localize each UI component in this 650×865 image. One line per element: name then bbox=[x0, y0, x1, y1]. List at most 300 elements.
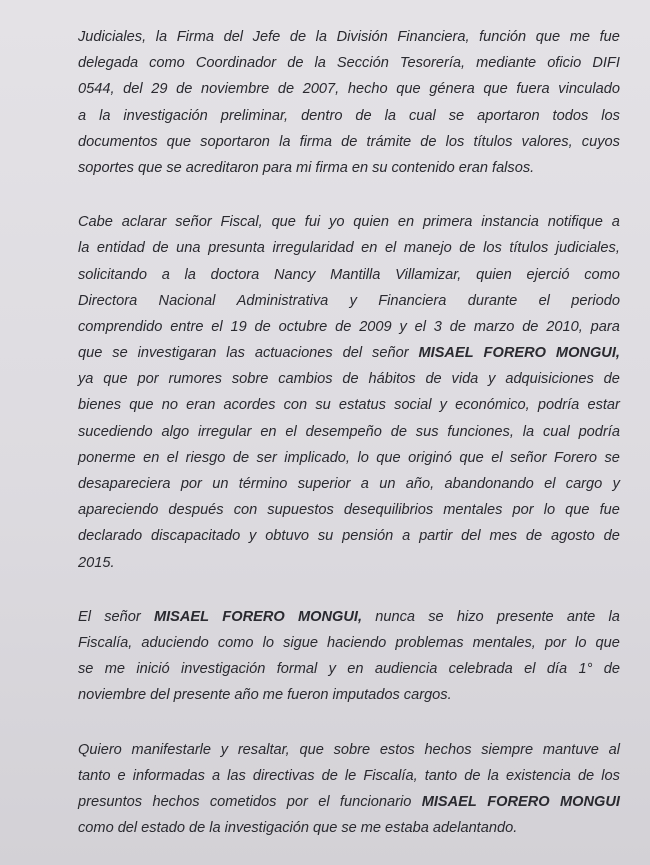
word: octubre bbox=[278, 318, 328, 335]
word: solicitando bbox=[78, 266, 147, 283]
word: ante bbox=[566, 608, 596, 625]
word: formal bbox=[276, 661, 318, 678]
word: estatus bbox=[338, 397, 386, 414]
word: los bbox=[445, 133, 465, 150]
word: instancia bbox=[481, 214, 539, 231]
word: se bbox=[341, 820, 357, 837]
word: como bbox=[217, 634, 254, 651]
word: de bbox=[232, 449, 250, 466]
word: término bbox=[238, 476, 288, 492]
word: del bbox=[117, 820, 138, 837]
word: tanto bbox=[424, 767, 458, 784]
word: hechos bbox=[152, 793, 200, 810]
word: cambios bbox=[278, 371, 333, 388]
word: 29 bbox=[151, 81, 168, 98]
word: celebrada bbox=[448, 661, 513, 678]
word: se bbox=[428, 608, 444, 625]
word: de bbox=[335, 318, 352, 335]
word: se bbox=[604, 449, 620, 466]
word: el bbox=[491, 449, 503, 466]
word: Nancy bbox=[274, 266, 316, 283]
word: las bbox=[226, 345, 245, 362]
word: Financiera, bbox=[397, 29, 470, 45]
word: tanto bbox=[78, 767, 111, 784]
word: desempeño bbox=[305, 423, 382, 440]
word: Mantilla bbox=[330, 266, 381, 283]
word: como bbox=[584, 266, 620, 283]
word: para bbox=[590, 318, 620, 335]
text-line bbox=[78, 24, 620, 50]
word: y bbox=[399, 318, 407, 335]
text-line bbox=[78, 262, 620, 288]
word: FORERO bbox=[487, 793, 550, 810]
word: desapareciera bbox=[78, 476, 171, 492]
word: cual bbox=[408, 107, 436, 124]
word: el bbox=[166, 449, 179, 466]
word: de bbox=[390, 423, 407, 440]
word: bienes bbox=[78, 397, 122, 414]
word: génera bbox=[429, 81, 475, 98]
word: hechos bbox=[424, 741, 472, 758]
word: y bbox=[612, 476, 620, 492]
word: en bbox=[397, 214, 415, 231]
word: de bbox=[577, 767, 595, 784]
word: eran bbox=[186, 397, 216, 414]
word: de bbox=[420, 133, 437, 150]
word: El bbox=[78, 608, 91, 625]
word: la bbox=[315, 29, 328, 45]
word: firma bbox=[299, 133, 333, 150]
word: Fiscalía, bbox=[363, 767, 418, 784]
word: 0544, bbox=[78, 81, 115, 98]
word: ponerme bbox=[78, 449, 136, 466]
word: Sección bbox=[336, 55, 389, 72]
text-line bbox=[78, 630, 620, 656]
word: 2007, bbox=[302, 81, 340, 98]
word: una bbox=[176, 240, 201, 257]
word: Fiscal, bbox=[220, 214, 263, 231]
word: aduciendo bbox=[141, 634, 209, 651]
word: investigación bbox=[181, 661, 266, 678]
word: las bbox=[227, 767, 246, 784]
word: directivas bbox=[252, 767, 315, 784]
word: que bbox=[396, 81, 421, 98]
word: lo bbox=[543, 502, 556, 519]
word: durante bbox=[467, 292, 518, 309]
word: en bbox=[347, 661, 364, 678]
word: y bbox=[328, 661, 336, 678]
word: delegada bbox=[78, 55, 139, 72]
word: la bbox=[78, 240, 90, 257]
word: y bbox=[439, 397, 447, 414]
word: soportaron bbox=[200, 133, 270, 150]
word: de bbox=[176, 81, 193, 98]
word: hábitos bbox=[368, 371, 416, 388]
word: el bbox=[414, 318, 426, 335]
text-line bbox=[78, 523, 620, 549]
word: el bbox=[384, 240, 397, 257]
word: DIFI bbox=[592, 55, 620, 72]
word: irregularidad bbox=[272, 240, 354, 257]
word: existencia bbox=[505, 767, 571, 784]
word: FORERO bbox=[483, 345, 546, 362]
word: su bbox=[317, 528, 334, 545]
word: como bbox=[78, 820, 114, 837]
word: problemas bbox=[395, 634, 464, 651]
word: de bbox=[152, 240, 169, 257]
word: Financiera bbox=[378, 292, 447, 309]
word: todos bbox=[552, 107, 589, 124]
word: MISAEL bbox=[421, 793, 477, 810]
word: la bbox=[384, 107, 396, 124]
word: vida bbox=[451, 371, 479, 388]
word: y bbox=[349, 292, 357, 309]
word: de bbox=[321, 767, 338, 784]
text-line bbox=[78, 129, 620, 155]
word: estaba bbox=[385, 820, 429, 837]
word: y bbox=[488, 371, 496, 388]
word: función bbox=[479, 29, 527, 45]
text-line bbox=[78, 392, 620, 418]
word: lo bbox=[575, 634, 587, 651]
word: que bbox=[595, 634, 620, 651]
word: valores, bbox=[521, 133, 573, 150]
word: de bbox=[277, 81, 295, 98]
word: comprendido bbox=[78, 318, 163, 335]
word: sigue bbox=[283, 634, 318, 651]
word: contenido bbox=[391, 159, 455, 176]
word: fuera bbox=[516, 81, 550, 98]
word: quien bbox=[476, 266, 512, 283]
word: Jefe bbox=[252, 29, 281, 45]
word: de bbox=[525, 528, 543, 545]
word: resaltar, bbox=[237, 741, 290, 758]
word: por bbox=[512, 502, 534, 519]
word: Villamizar, bbox=[395, 266, 462, 283]
word: 19 bbox=[230, 318, 247, 335]
word: originó bbox=[408, 449, 452, 466]
word: después bbox=[168, 502, 224, 519]
word: que bbox=[137, 159, 163, 176]
word: a bbox=[161, 266, 170, 283]
word: riesgo bbox=[185, 449, 226, 466]
word: periodo bbox=[571, 292, 620, 309]
word: audiencia bbox=[374, 661, 438, 678]
word: irregular bbox=[197, 423, 252, 440]
word: me bbox=[360, 820, 382, 837]
word: que bbox=[103, 371, 128, 388]
word: me bbox=[262, 687, 284, 704]
word: la bbox=[314, 55, 326, 72]
word: presente bbox=[496, 608, 554, 625]
text-line bbox=[78, 682, 620, 708]
text-line bbox=[78, 604, 620, 630]
word: la bbox=[184, 266, 196, 283]
word: los bbox=[601, 767, 620, 784]
word: Fiscalía, bbox=[78, 634, 133, 651]
word: que bbox=[129, 397, 154, 414]
word: Administrativa bbox=[236, 292, 329, 309]
word: a bbox=[402, 528, 411, 545]
word: presuntos bbox=[78, 793, 143, 810]
word: noviembre bbox=[78, 687, 147, 704]
word: investigación bbox=[224, 820, 309, 837]
word: ejerció bbox=[526, 266, 570, 283]
word: notifique bbox=[547, 214, 603, 231]
word: de bbox=[464, 767, 481, 784]
word: Directora bbox=[78, 292, 138, 309]
word: declarado bbox=[78, 528, 143, 545]
word: la bbox=[487, 767, 499, 784]
word: del bbox=[150, 687, 170, 704]
word: la bbox=[99, 107, 111, 124]
word: que bbox=[299, 741, 324, 758]
word: su bbox=[372, 159, 388, 176]
word: del bbox=[461, 528, 481, 545]
word: día bbox=[546, 661, 568, 678]
word: acordes bbox=[223, 397, 276, 414]
text-line bbox=[78, 314, 620, 340]
word: rumores bbox=[168, 371, 222, 388]
word: de bbox=[341, 133, 358, 150]
word: que bbox=[535, 29, 561, 45]
word: primera bbox=[422, 214, 473, 231]
word: siempre bbox=[481, 741, 534, 758]
word: nunca bbox=[375, 608, 415, 625]
word: que bbox=[483, 81, 508, 98]
word: a bbox=[611, 214, 620, 231]
word: adelantando. bbox=[432, 820, 518, 837]
word: Cabe bbox=[78, 214, 113, 231]
paragraph bbox=[78, 737, 620, 842]
word: dentro bbox=[301, 107, 343, 124]
word: 1° bbox=[578, 661, 593, 678]
word: económico, bbox=[455, 397, 530, 414]
word: informadas bbox=[132, 767, 205, 784]
word: marzo bbox=[473, 318, 515, 335]
word: supuestos bbox=[267, 502, 334, 519]
word: abandonando bbox=[444, 476, 534, 492]
word: 2015. bbox=[78, 554, 115, 571]
word: agosto bbox=[550, 528, 595, 545]
word: Quiero bbox=[78, 741, 122, 758]
word: que bbox=[312, 820, 338, 837]
word: el bbox=[285, 423, 297, 440]
word: fui bbox=[304, 214, 321, 231]
word: el bbox=[544, 476, 556, 492]
word: quien bbox=[353, 214, 390, 231]
word: y bbox=[249, 528, 257, 545]
text-line bbox=[78, 103, 620, 129]
word: presunta bbox=[208, 240, 265, 257]
text-line bbox=[78, 340, 620, 366]
word: Nacional bbox=[158, 292, 216, 309]
word: el bbox=[538, 292, 550, 309]
word: eran bbox=[458, 159, 489, 176]
word: mentales bbox=[443, 502, 503, 519]
paragraph bbox=[78, 209, 620, 576]
word: podría bbox=[537, 397, 580, 414]
text-line bbox=[78, 209, 620, 235]
word: División bbox=[336, 29, 388, 45]
text-line bbox=[78, 445, 620, 471]
word: presente bbox=[173, 687, 231, 704]
word: un bbox=[212, 476, 229, 492]
word: 3 bbox=[433, 318, 442, 335]
word: del bbox=[223, 29, 244, 45]
word: doctora bbox=[210, 266, 260, 283]
word: aclarar bbox=[121, 214, 167, 231]
word: se bbox=[78, 661, 94, 678]
word: MONGUI bbox=[559, 793, 620, 810]
text-line bbox=[78, 656, 620, 682]
word: y bbox=[220, 741, 229, 758]
text-line bbox=[78, 288, 620, 314]
word: preliminar, bbox=[220, 107, 289, 124]
word: en bbox=[143, 449, 160, 466]
word: los bbox=[483, 240, 502, 257]
word: trámite bbox=[366, 133, 412, 150]
text-line bbox=[78, 471, 620, 497]
word: a bbox=[78, 107, 87, 124]
word: manejo bbox=[403, 240, 452, 257]
word: año, bbox=[405, 476, 435, 492]
word: para bbox=[262, 159, 292, 176]
word: los bbox=[601, 107, 620, 124]
text-line bbox=[78, 235, 620, 261]
word: investigaran bbox=[137, 345, 217, 362]
word: falsos. bbox=[492, 159, 535, 176]
word: firma bbox=[315, 159, 348, 176]
word: lo bbox=[262, 634, 274, 651]
word: al bbox=[608, 741, 620, 758]
word: de bbox=[189, 820, 206, 837]
word: de bbox=[425, 371, 442, 388]
word: adquisiciones bbox=[505, 371, 594, 388]
word: discapacitado bbox=[150, 528, 241, 545]
word: partir bbox=[419, 528, 453, 545]
word: la bbox=[209, 820, 221, 837]
word: Forero bbox=[554, 449, 598, 466]
word: estado bbox=[141, 820, 185, 837]
word: MONGUI, bbox=[555, 345, 620, 362]
word: el bbox=[318, 793, 330, 810]
word: algo bbox=[161, 423, 190, 440]
word: que bbox=[166, 133, 192, 150]
word: cuyos bbox=[581, 133, 620, 150]
word: hizo bbox=[456, 608, 484, 625]
word: a bbox=[360, 476, 369, 492]
word: imputados bbox=[332, 687, 400, 704]
word: en bbox=[361, 240, 378, 257]
word: Judiciales, bbox=[78, 29, 147, 45]
word: que bbox=[271, 214, 296, 231]
word: pensión bbox=[342, 528, 394, 545]
word: su bbox=[315, 397, 331, 414]
word: por bbox=[286, 793, 308, 810]
word: de bbox=[355, 107, 372, 124]
word: señor bbox=[372, 345, 409, 362]
word: de bbox=[603, 371, 620, 388]
word: por bbox=[180, 476, 202, 492]
word: sobre bbox=[333, 741, 371, 758]
word: investigación bbox=[123, 107, 208, 124]
word: MISAEL bbox=[153, 608, 210, 625]
text-line bbox=[78, 789, 620, 815]
word: manifestarle bbox=[131, 741, 212, 758]
word: Firma bbox=[176, 29, 214, 45]
word: mentales, bbox=[472, 634, 536, 651]
word: sus bbox=[415, 423, 439, 440]
word: se bbox=[166, 159, 182, 176]
word: se bbox=[112, 345, 128, 362]
word: no bbox=[161, 397, 178, 414]
word: ya bbox=[78, 371, 94, 388]
word: inició bbox=[136, 661, 170, 678]
word: obtuvo bbox=[265, 528, 310, 545]
word: año bbox=[234, 687, 259, 704]
word: mediante bbox=[476, 55, 537, 72]
word: señor bbox=[175, 214, 212, 231]
paragraph bbox=[78, 24, 620, 181]
word: se bbox=[448, 107, 465, 124]
word: FORERO bbox=[222, 608, 285, 625]
word: 2010, bbox=[546, 318, 583, 335]
word: implicado, bbox=[284, 449, 350, 466]
word: fue bbox=[599, 29, 620, 45]
word: de bbox=[449, 318, 466, 335]
word: de bbox=[459, 240, 476, 257]
word: judiciales, bbox=[555, 240, 620, 257]
word: Tesorería, bbox=[399, 55, 466, 72]
word: superior bbox=[297, 476, 351, 492]
text-line bbox=[78, 763, 620, 789]
word: ser bbox=[256, 449, 277, 466]
word: como bbox=[149, 55, 185, 72]
word: que bbox=[376, 449, 401, 466]
word: títulos bbox=[473, 133, 513, 150]
word: la bbox=[522, 423, 535, 440]
word: de bbox=[287, 55, 304, 72]
word: cargo bbox=[565, 476, 603, 492]
word: acreditaron bbox=[185, 159, 259, 176]
word: que bbox=[565, 502, 590, 519]
word: de bbox=[603, 661, 620, 678]
word: la bbox=[608, 608, 620, 625]
word: noviembre bbox=[201, 81, 270, 98]
word: aportaron bbox=[477, 107, 540, 124]
word: social bbox=[394, 397, 432, 414]
word: apareciendo bbox=[78, 502, 159, 519]
word: de bbox=[254, 318, 271, 335]
word: 2009 bbox=[359, 318, 392, 335]
word: de bbox=[603, 528, 620, 545]
word: fue bbox=[599, 502, 620, 519]
word: mi bbox=[296, 159, 312, 176]
word: la bbox=[279, 133, 291, 150]
word: Coordinador bbox=[195, 55, 277, 72]
word: documentos bbox=[78, 133, 158, 150]
word: me bbox=[104, 661, 126, 678]
word: por bbox=[137, 371, 159, 388]
word: podría bbox=[578, 423, 620, 440]
word: le bbox=[344, 767, 357, 784]
word: el bbox=[211, 318, 223, 335]
word: actuaciones bbox=[254, 345, 333, 362]
word: la bbox=[155, 29, 168, 45]
word: en bbox=[260, 423, 277, 440]
word: en bbox=[351, 159, 369, 176]
